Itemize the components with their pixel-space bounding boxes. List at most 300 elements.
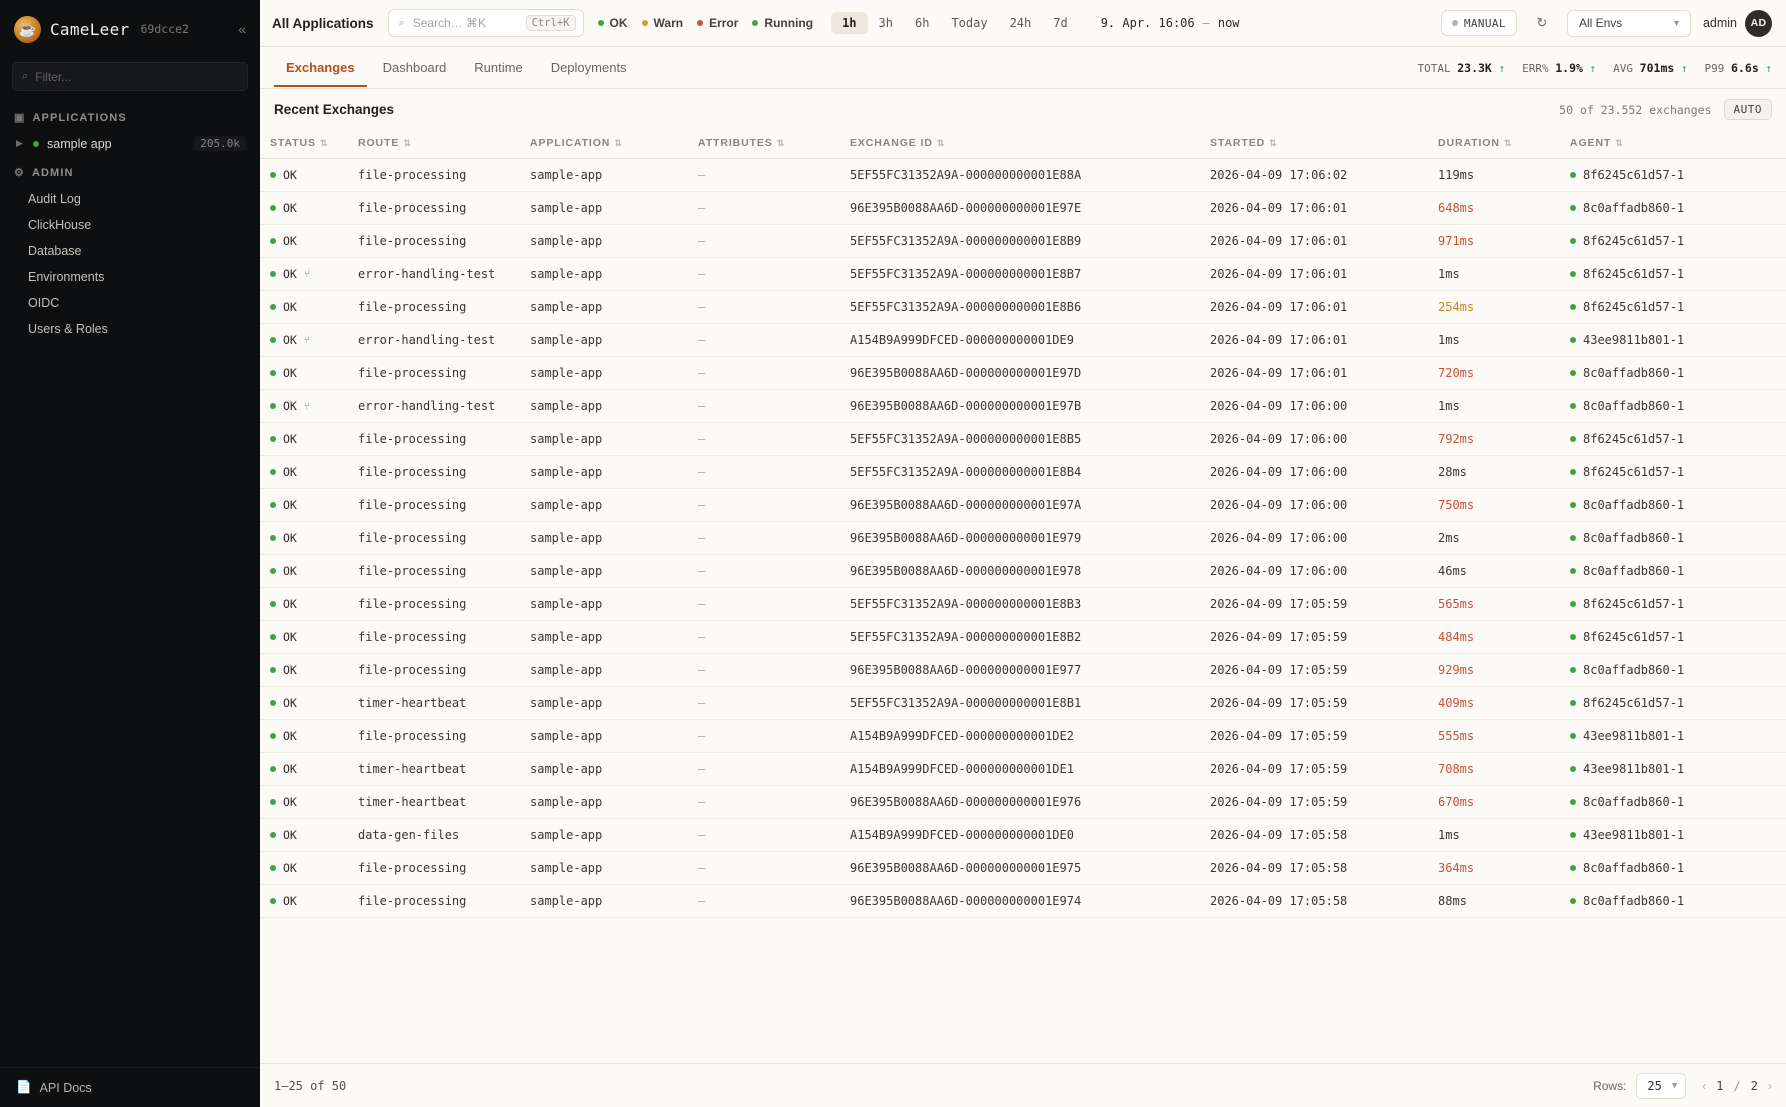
cell-attributes: —: [688, 720, 840, 753]
cell-route: file-processing: [348, 291, 520, 324]
status-label: OK: [283, 465, 297, 479]
chip-error[interactable]: [697, 16, 738, 30]
chip-running[interactable]: [752, 16, 813, 30]
status-label: OK: [283, 630, 297, 644]
range-today[interactable]: Today: [951, 16, 988, 30]
sort-icon: ⇅: [1269, 138, 1278, 148]
cell-agent: [1560, 753, 1786, 786]
time-separator: —: [1202, 16, 1210, 30]
rows-per-page-select[interactable]: [1636, 1073, 1686, 1099]
cell-agent: [1560, 324, 1786, 357]
table-row[interactable]: [260, 456, 1786, 489]
rows-per-page-value: 25: [1647, 1078, 1662, 1093]
table-row[interactable]: [260, 159, 1786, 192]
sidebar-item-clickhouse[interactable]: ClickHouse: [28, 218, 92, 232]
stat-value: 701ms: [1639, 60, 1675, 75]
trend-up-icon: ↑: [1498, 61, 1506, 75]
auto-refresh-button[interactable]: AUTO: [1724, 99, 1773, 120]
table-row[interactable]: [260, 423, 1786, 456]
branch-icon: ⑂: [303, 400, 310, 412]
chevron-right-icon[interactable]: ›: [1768, 1078, 1772, 1093]
cell-application: sample-app: [520, 720, 688, 753]
column-header-duration[interactable]: [1428, 129, 1560, 159]
cell-status: [260, 159, 348, 192]
tab-exchanges[interactable]: Exchanges: [274, 49, 367, 87]
chevron-left-icon[interactable]: ‹: [1702, 1078, 1707, 1093]
cell-started: 2026-04-09 17:06:02: [1200, 159, 1428, 192]
sidebar-app-label: sample app: [47, 136, 112, 151]
cell-duration: 1ms: [1428, 819, 1560, 852]
gear-icon: ⚙: [14, 167, 25, 179]
agent-status-dot: [1570, 502, 1576, 508]
cell-agent: [1560, 522, 1786, 555]
status-dot-ok: [270, 568, 276, 574]
cell-route: file-processing: [348, 852, 520, 885]
table-row[interactable]: [260, 819, 1786, 852]
status-dot-ok: [270, 337, 276, 343]
cell-attributes: —: [688, 654, 840, 687]
column-header-started[interactable]: [1200, 129, 1428, 159]
environment-selected-value: All Envs: [1578, 16, 1623, 30]
stat-value: 23.3K: [1457, 60, 1492, 75]
stat-label: AVG: [1613, 61, 1634, 75]
cell-duration: 971ms: [1428, 225, 1560, 258]
page-separator: /: [1733, 1078, 1741, 1093]
status-label: OK: [283, 333, 297, 347]
cell-exchange-id: A154B9A999DFCED-000000000001DE2: [840, 720, 1200, 753]
cell-started: 2026-04-09 17:06:01: [1200, 324, 1428, 357]
table-row[interactable]: [260, 753, 1786, 786]
agent-label: 8f6245c61d57-1: [1583, 630, 1685, 644]
cell-application: sample-app: [520, 192, 688, 225]
agent-label: 8c0affadb860-1: [1583, 201, 1685, 215]
agent-label: 8f6245c61d57-1: [1583, 597, 1685, 611]
stat-value: 1.9%: [1555, 60, 1583, 75]
agent-label: 8c0affadb860-1: [1583, 894, 1685, 908]
user-menu[interactable]: [1703, 10, 1772, 37]
table-row[interactable]: [260, 555, 1786, 588]
cell-route: file-processing: [348, 456, 520, 489]
sort-icon: ⇅: [319, 138, 329, 148]
agent-label: 8f6245c61d57-1: [1583, 267, 1685, 281]
cell-attributes: —: [688, 687, 840, 720]
column-header-attributes[interactable]: [688, 129, 840, 159]
stat-value: 6.6s: [1731, 60, 1759, 75]
column-label: APPLICATION: [530, 137, 611, 149]
table-row[interactable]: [260, 885, 1786, 918]
branch-icon: ⑂: [303, 268, 310, 280]
cell-application: sample-app: [520, 819, 688, 852]
sidebar-collapse-icon[interactable]: «: [238, 21, 246, 37]
tab-deployments[interactable]: Deployments: [550, 59, 627, 75]
status-dot-ok: [270, 172, 276, 178]
cell-status: [260, 654, 348, 687]
sidebar-section-applications: [0, 101, 260, 131]
agent-status-dot: [1570, 238, 1576, 244]
status-label: OK: [283, 399, 297, 413]
cell-application: sample-app: [520, 588, 688, 621]
status-label: OK: [283, 531, 297, 545]
status-dot-ok: [270, 832, 276, 838]
agent-status-dot: [1570, 799, 1576, 805]
status-label: OK: [283, 894, 297, 908]
cell-started: 2026-04-09 17:05:59: [1200, 786, 1428, 819]
cell-duration: 565ms: [1428, 588, 1560, 621]
status-label: OK: [283, 762, 297, 776]
cell-started: 2026-04-09 17:06:00: [1200, 456, 1428, 489]
time-to: now: [1217, 16, 1240, 30]
sidebar-item-audit-log[interactable]: Audit Log: [28, 192, 81, 206]
agent-label: 8f6245c61d57-1: [1583, 696, 1685, 710]
cell-application: sample-app: [520, 423, 688, 456]
chip-label: Error: [709, 16, 739, 30]
table-row[interactable]: [260, 852, 1786, 885]
sidebar-item-environments[interactable]: Environments: [28, 270, 105, 284]
table-row[interactable]: [260, 786, 1786, 819]
column-label: ATTRIBUTES: [698, 137, 773, 149]
search-box[interactable]: [388, 9, 584, 37]
cell-status: [260, 522, 348, 555]
sort-icon: ⇅: [1615, 138, 1624, 148]
status-label: OK: [283, 828, 297, 842]
chevron-right-icon[interactable]: ▶: [16, 138, 23, 148]
stat-p99: [1705, 61, 1772, 75]
status-dot-ok: [270, 205, 276, 211]
agent-label: 43ee9811b801-1: [1583, 828, 1685, 842]
table-row[interactable]: [260, 687, 1786, 720]
column-header-status[interactable]: [260, 129, 348, 159]
table-row[interactable]: [260, 258, 1786, 291]
cell-route: timer-heartbeat: [348, 786, 520, 819]
main-area: [260, 0, 1786, 1107]
cell-exchange-id: 96E395B0088AA6D-000000000001E979: [840, 522, 1200, 555]
agent-status-dot: [1570, 568, 1576, 574]
cell-exchange-id: 96E395B0088AA6D-000000000001E97E: [840, 192, 1200, 225]
tab-dashboard[interactable]: Dashboard: [382, 59, 447, 75]
pager: [1702, 1079, 1772, 1093]
brand-name: CameLeer: [50, 19, 130, 39]
table-row[interactable]: [260, 621, 1786, 654]
status-dot-ok: [270, 370, 276, 376]
cell-route: file-processing: [348, 621, 520, 654]
filter-box[interactable]: [12, 62, 248, 91]
cell-started: 2026-04-09 17:06:01: [1200, 225, 1428, 258]
cell-duration: 119ms: [1428, 159, 1560, 192]
agent-label: 8c0affadb860-1: [1583, 366, 1685, 380]
cell-agent: [1560, 852, 1786, 885]
time-from: 9. Apr. 16:06: [1100, 16, 1195, 30]
tab-runtime[interactable]: Runtime: [474, 59, 523, 75]
sidebar-item-oidc[interactable]: OIDC: [28, 296, 60, 310]
cell-started: 2026-04-09 17:05:59: [1200, 654, 1428, 687]
cell-duration: 364ms: [1428, 852, 1560, 885]
cell-started: 2026-04-09 17:06:01: [1200, 192, 1428, 225]
agent-label: 8f6245c61d57-1: [1583, 465, 1685, 479]
agent-label: 8c0affadb860-1: [1583, 795, 1685, 809]
cell-attributes: —: [688, 456, 840, 489]
cell-exchange-id: 96E395B0088AA6D-000000000001E97B: [840, 390, 1200, 423]
cell-started: 2026-04-09 17:05:59: [1200, 588, 1428, 621]
agent-status-dot: [1570, 865, 1576, 871]
tabs-bar: [260, 47, 1786, 89]
cell-route: file-processing: [348, 225, 520, 258]
cell-status: [260, 555, 348, 588]
status-dot-ok: [270, 733, 276, 739]
app-logo-icon: ☕: [14, 16, 41, 43]
status-dot-ok: [270, 502, 276, 508]
cell-route: file-processing: [348, 720, 520, 753]
agent-status-dot: [1570, 601, 1576, 607]
agent-status-dot: [1570, 634, 1576, 640]
refresh-icon[interactable]: ↻: [1536, 15, 1548, 30]
cell-route: file-processing: [348, 588, 520, 621]
cell-agent: [1560, 357, 1786, 390]
recent-meta: [1559, 99, 1772, 120]
status-dot-ok: [270, 304, 276, 310]
cell-route: timer-heartbeat: [348, 753, 520, 786]
cell-duration: 929ms: [1428, 654, 1560, 687]
cell-attributes: —: [688, 753, 840, 786]
cell-route: file-processing: [348, 489, 520, 522]
status-dot-ok: [270, 535, 276, 541]
agent-status-dot: [1570, 403, 1576, 409]
manual-refresh-toggle[interactable]: [1441, 10, 1517, 36]
brand-version-hash: 69dcce2: [140, 22, 189, 36]
cell-attributes: —: [688, 258, 840, 291]
column-header-exchange-id[interactable]: [840, 129, 1200, 159]
cell-agent: [1560, 720, 1786, 753]
cell-started: 2026-04-09 17:06:01: [1200, 357, 1428, 390]
status-dot-ok: [270, 403, 276, 409]
cell-application: sample-app: [520, 786, 688, 819]
cell-agent: [1560, 489, 1786, 522]
cell-route: timer-heartbeat: [348, 687, 520, 720]
cell-duration: 2ms: [1428, 522, 1560, 555]
status-dot-ok: [270, 766, 276, 772]
cell-agent: [1560, 390, 1786, 423]
status-dot-ok: [270, 898, 276, 904]
status-dot-ok: [270, 667, 276, 673]
table-row[interactable]: [260, 291, 1786, 324]
agent-status-dot: [1570, 667, 1576, 673]
column-label: STARTED: [1210, 137, 1266, 149]
cell-attributes: —: [688, 159, 840, 192]
cell-exchange-id: 5EF55FC31352A9A-000000000001E8B5: [840, 423, 1200, 456]
chevron-down-icon: ▼: [1671, 1080, 1678, 1091]
cell-exchange-id: 5EF55FC31352A9A-000000000001E8B1: [840, 687, 1200, 720]
cell-status: [260, 291, 348, 324]
status-label: OK: [283, 564, 297, 578]
cell-route: file-processing: [348, 555, 520, 588]
summary-stats: [1417, 61, 1772, 75]
agent-status-dot: [1570, 271, 1576, 277]
chip-ok[interactable]: [598, 16, 628, 30]
sort-icon: ⇅: [776, 138, 786, 148]
cell-started: 2026-04-09 17:06:00: [1200, 423, 1428, 456]
agent-label: 8f6245c61d57-1: [1583, 300, 1685, 314]
cube-icon: ▣: [14, 112, 26, 124]
sidebar-header: [0, 0, 260, 58]
agent-status-dot: [1570, 700, 1576, 706]
cell-status: [260, 687, 348, 720]
range-24h[interactable]: 24h: [1009, 16, 1032, 30]
cell-exchange-id: 96E395B0088AA6D-000000000001E974: [840, 885, 1200, 918]
page-number: 1: [1716, 1078, 1724, 1093]
table-row[interactable]: [260, 489, 1786, 522]
status-label: OK: [283, 696, 297, 710]
cell-duration: 792ms: [1428, 423, 1560, 456]
time-range-expression[interactable]: [1101, 16, 1240, 30]
cell-application: sample-app: [520, 654, 688, 687]
cell-duration: 1ms: [1428, 324, 1560, 357]
table-row[interactable]: [260, 357, 1786, 390]
cell-exchange-id: 96E395B0088AA6D-000000000001E977: [840, 654, 1200, 687]
cell-agent: [1560, 192, 1786, 225]
agent-status-dot: [1570, 304, 1576, 310]
cell-started: 2026-04-09 17:06:01: [1200, 258, 1428, 291]
table-footer: [260, 1063, 1786, 1107]
cell-agent: [1560, 687, 1786, 720]
status-label: OK: [283, 597, 297, 611]
filter-input[interactable]: [35, 70, 238, 84]
cell-route: data-gen-files: [348, 819, 520, 852]
cell-route: file-processing: [348, 423, 520, 456]
cell-application: sample-app: [520, 291, 688, 324]
search-icon: ⌕: [398, 16, 405, 29]
cell-started: 2026-04-09 17:05:59: [1200, 720, 1428, 753]
column-label: AGENT: [1570, 137, 1612, 149]
search-shortcut-badge: Ctrl+K: [526, 15, 576, 31]
table-row[interactable]: [260, 654, 1786, 687]
cell-duration: 1ms: [1428, 258, 1560, 291]
cell-exchange-id: A154B9A999DFCED-000000000001DE1: [840, 753, 1200, 786]
status-dot-ok: [270, 700, 276, 706]
cell-attributes: —: [688, 324, 840, 357]
cell-status: [260, 489, 348, 522]
status-dot-warn: [642, 20, 648, 26]
status-dot-ok: [270, 469, 276, 475]
status-label: OK: [283, 663, 297, 677]
agent-status-dot: [1570, 898, 1576, 904]
table-row[interactable]: [260, 588, 1786, 621]
status-dot-running: [752, 20, 758, 26]
all-applications-label[interactable]: All Applications: [272, 15, 374, 31]
cell-duration: 708ms: [1428, 753, 1560, 786]
cell-application: sample-app: [520, 390, 688, 423]
cell-exchange-id: 5EF55FC31352A9A-000000000001E8B6: [840, 291, 1200, 324]
status-label: OK: [283, 300, 297, 314]
agent-status-dot: [1570, 436, 1576, 442]
table-row[interactable]: [260, 324, 1786, 357]
cell-exchange-id: 5EF55FC31352A9A-000000000001E8B2: [840, 621, 1200, 654]
cell-agent: [1560, 225, 1786, 258]
cell-status: [260, 786, 348, 819]
cell-status: [260, 324, 348, 357]
stat-total: [1417, 61, 1505, 75]
sidebar-footer-api-docs[interactable]: [0, 1067, 260, 1107]
sidebar-filter: [0, 58, 260, 101]
column-header-agent[interactable]: [1560, 129, 1786, 159]
table-row[interactable]: [260, 522, 1786, 555]
agent-status-dot: [1570, 172, 1576, 178]
cell-status: [260, 885, 348, 918]
agent-label: 8f6245c61d57-1: [1583, 168, 1685, 182]
section-label: APPLICATIONS: [32, 111, 127, 124]
cell-application: sample-app: [520, 324, 688, 357]
page-total: 2: [1750, 1078, 1758, 1093]
cell-duration: 254ms: [1428, 291, 1560, 324]
range-7d[interactable]: 7d: [1053, 16, 1068, 30]
cell-attributes: —: [688, 390, 840, 423]
exchanges-table-container: [260, 129, 1786, 1063]
column-header-route[interactable]: [348, 129, 520, 159]
sidebar-item-database[interactable]: Database: [28, 244, 82, 258]
cell-application: sample-app: [520, 687, 688, 720]
cell-attributes: —: [688, 357, 840, 390]
status-label: OK: [283, 234, 297, 248]
cell-exchange-id: A154B9A999DFCED-000000000001DE0: [840, 819, 1200, 852]
cell-started: 2026-04-09 17:05:59: [1200, 753, 1428, 786]
status-label: OK: [283, 498, 297, 512]
cell-duration: 484ms: [1428, 621, 1560, 654]
table-row[interactable]: [260, 720, 1786, 753]
trend-up-icon: ↑: [1765, 61, 1772, 75]
cell-status: [260, 192, 348, 225]
environment-select[interactable]: [1567, 10, 1691, 37]
cell-status: [260, 852, 348, 885]
status-filter-chips: [598, 16, 814, 30]
cell-agent: [1560, 291, 1786, 324]
cell-agent: [1560, 654, 1786, 687]
range-6h[interactable]: 6h: [914, 16, 930, 30]
trend-up-icon: ↑: [1680, 61, 1688, 75]
table-row[interactable]: [260, 192, 1786, 225]
status-dot-ok: [270, 799, 276, 805]
exchange-count-text: 50 of 23.552 exchanges: [1559, 102, 1712, 117]
range-1h[interactable]: 1h: [831, 12, 867, 34]
cell-application: sample-app: [520, 621, 688, 654]
agent-label: 8c0affadb860-1: [1583, 399, 1685, 413]
sidebar-item-users-roles[interactable]: Users & Roles: [28, 322, 108, 336]
agent-label: 43ee9811b801-1: [1583, 333, 1685, 347]
cell-status: [260, 819, 348, 852]
cell-exchange-id: 5EF55FC31352A9A-000000000001E8B3: [840, 588, 1200, 621]
cell-started: 2026-04-09 17:05:58: [1200, 852, 1428, 885]
agent-status-dot: [1570, 766, 1576, 772]
table-row[interactable]: [260, 225, 1786, 258]
cell-route: error-handling-test: [348, 258, 520, 291]
status-dot-ok: [270, 436, 276, 442]
cell-status: [260, 390, 348, 423]
cell-agent: [1560, 588, 1786, 621]
range-3h[interactable]: 3h: [878, 16, 893, 30]
cell-attributes: —: [688, 819, 840, 852]
cell-status: [260, 258, 348, 291]
sidebar-item-sample-app[interactable]: [0, 131, 260, 156]
cell-started: 2026-04-09 17:06:00: [1200, 555, 1428, 588]
status-label: OK: [283, 168, 297, 182]
table-row[interactable]: [260, 390, 1786, 423]
chip-warn[interactable]: [642, 16, 684, 30]
cell-duration: 720ms: [1428, 357, 1560, 390]
column-header-application[interactable]: [520, 129, 688, 159]
status-label: OK: [283, 729, 297, 743]
stat-err-pct: [1522, 61, 1596, 75]
agent-label: 8f6245c61d57-1: [1583, 432, 1685, 446]
cell-route: file-processing: [348, 192, 520, 225]
cell-started: 2026-04-09 17:06:00: [1200, 489, 1428, 522]
cell-application: sample-app: [520, 852, 688, 885]
